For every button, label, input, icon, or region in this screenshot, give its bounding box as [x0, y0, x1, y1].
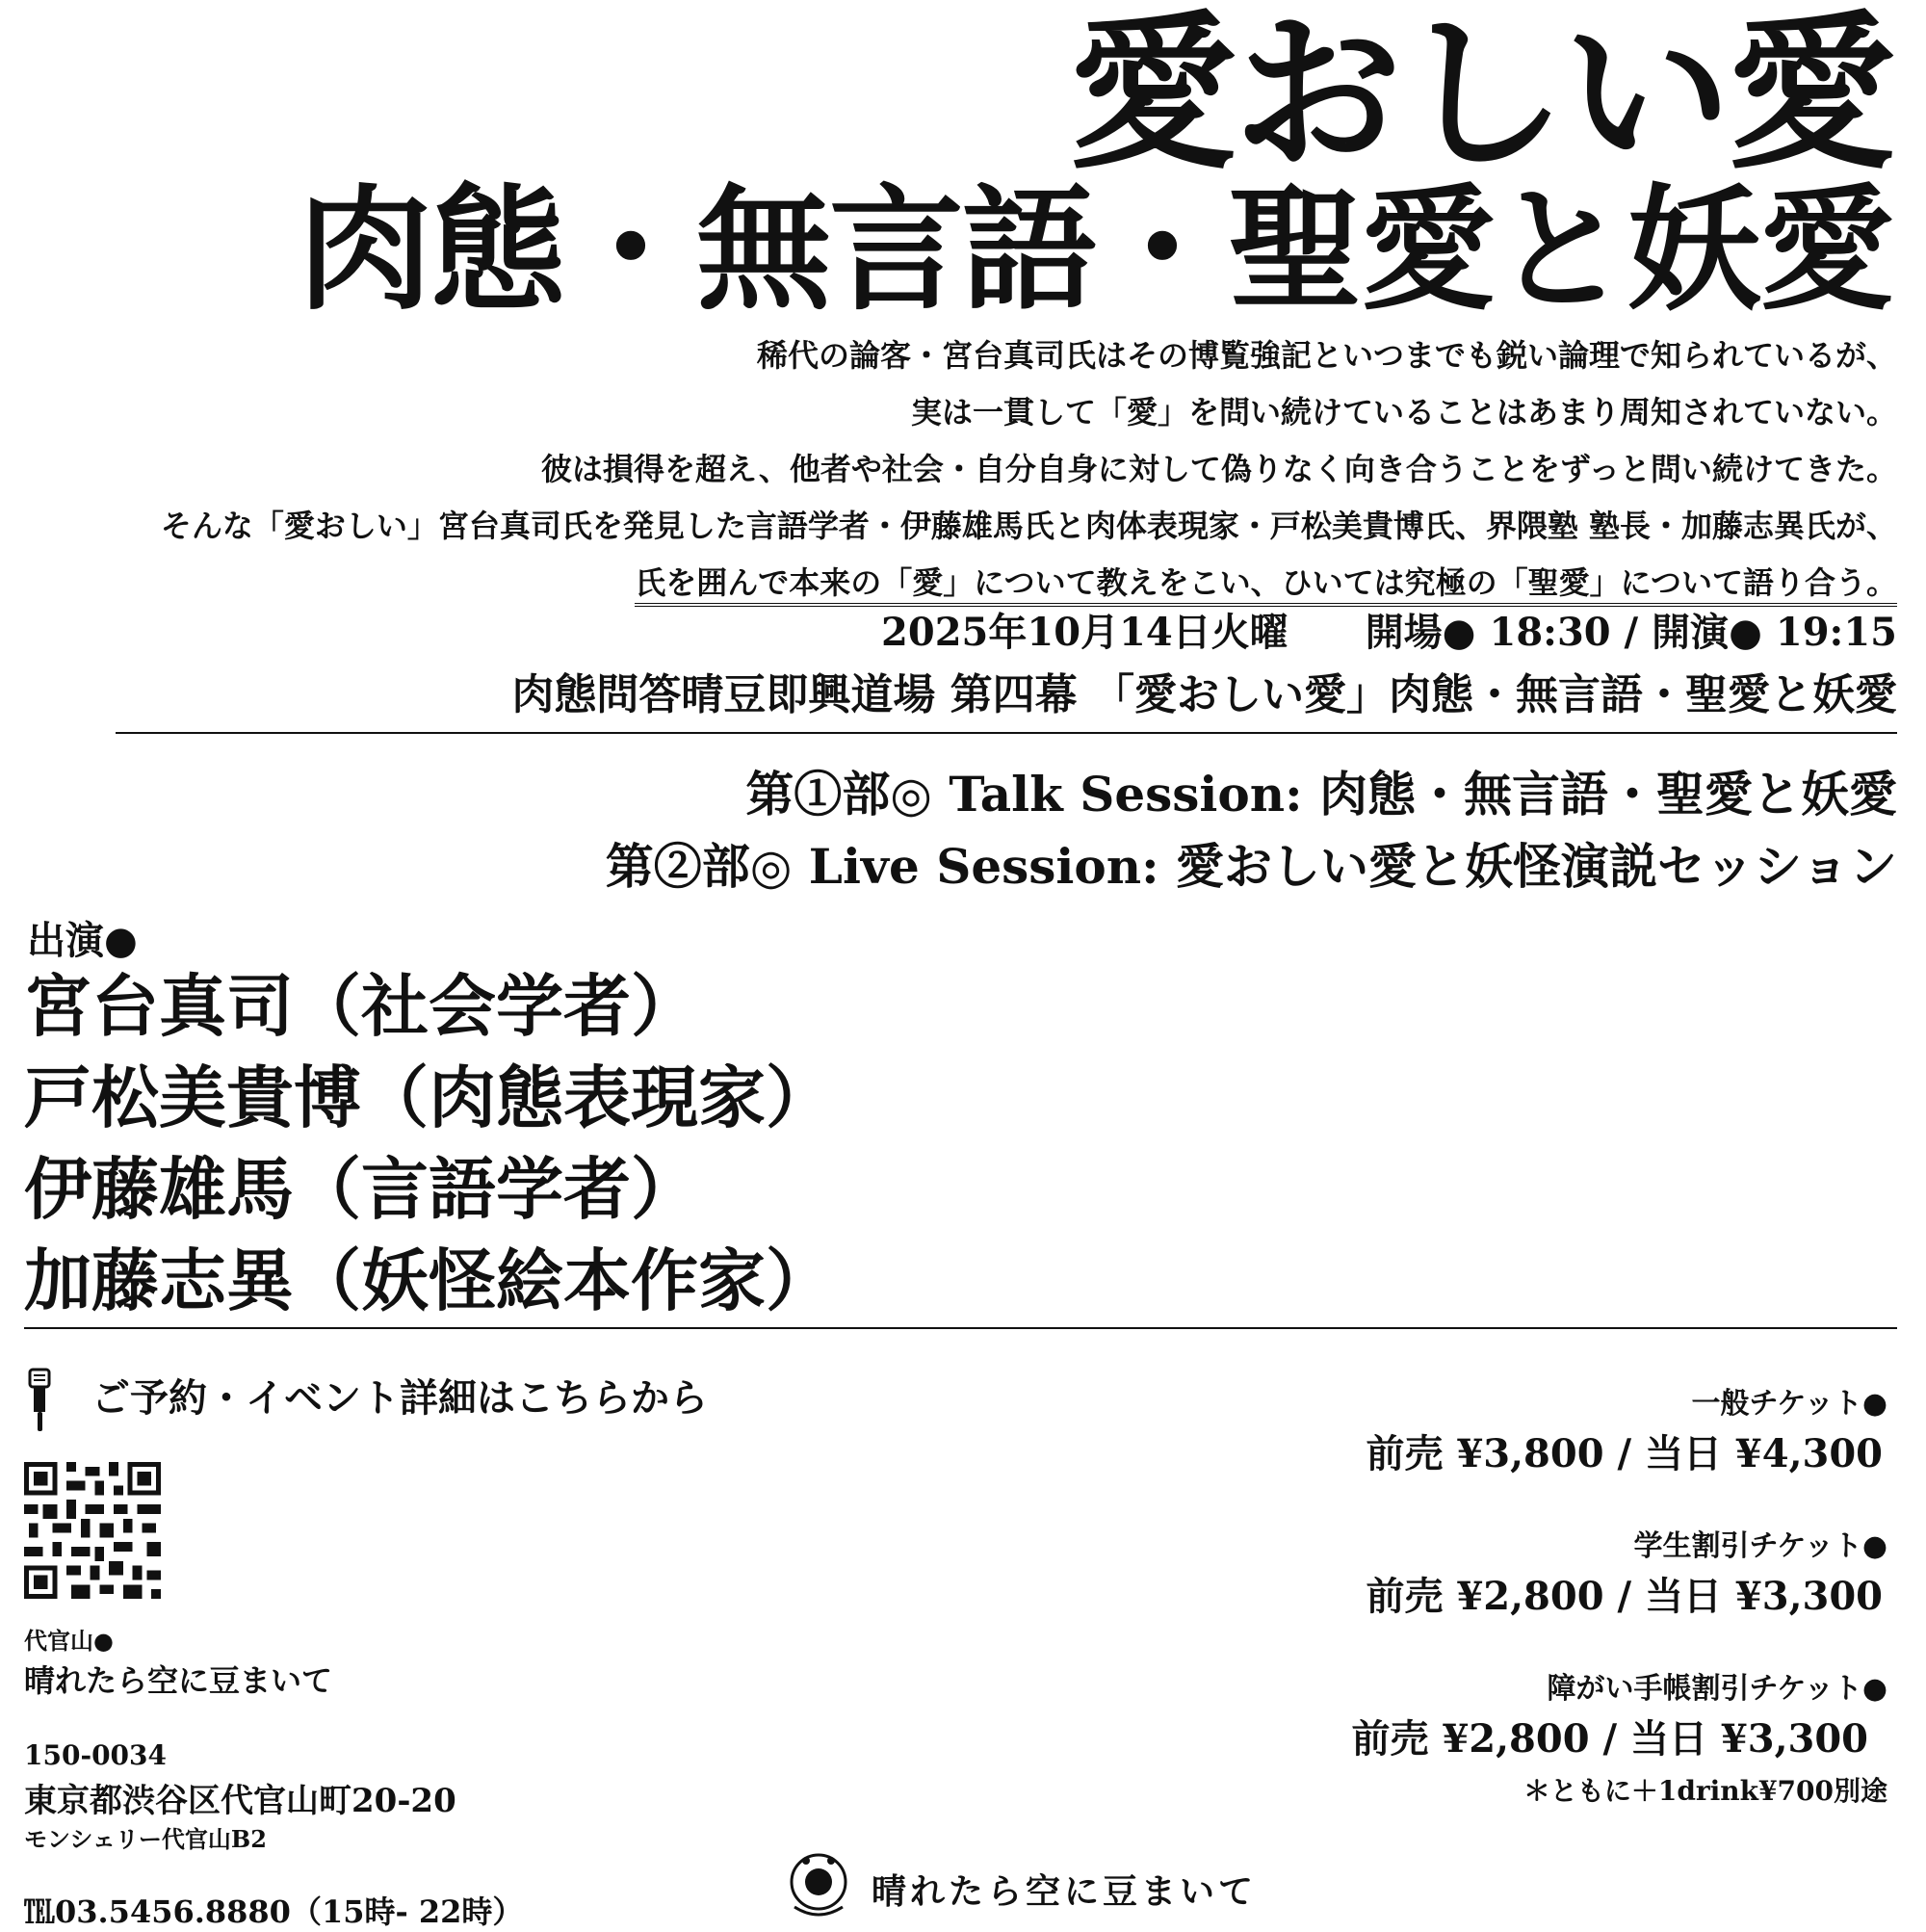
ticket-price: 前売 ¥2,800 / 当日 ¥3,300 [1351, 1716, 1868, 1762]
ticket-note: ＊ともに＋1drink¥700別途 [1523, 1775, 1887, 1807]
cast-member: 加藤志異（妖怪絵本作家） [24, 1240, 833, 1320]
intro-line: 彼は損得を超え、他者や社会・自分自身に対して偽りなく向き合うことをずっと問い続けてきた。 [540, 451, 1897, 487]
reservation-link[interactable]: ご予約・イベント詳細はこちらから [91, 1375, 708, 1421]
sub-title: 肉態・無言語・聖愛と妖愛 [297, 171, 1892, 329]
intro-line: そんな「愛おしい」宮台真司氏を発見した言語学者・伊藤雄馬氏と肉体表現家・戸松美貴博氏、界隈塾 塾長・加藤志異氏が、 [160, 508, 1897, 544]
venue-logo-icon [775, 1849, 862, 1922]
cast-member: 伊藤雄馬（言語学者） [24, 1149, 698, 1229]
venue-tel: ℡03.5456.8880（15時- 22時） [24, 1893, 524, 1930]
venue-area: 代官山● [24, 1627, 114, 1655]
intro-line-text: 氏を囲んで本来の「愛」について教えをこい、ひいては究極の「聖愛」について語り合う。 [635, 564, 1897, 607]
venue-building: モンシェリー代官山B2 [24, 1825, 267, 1853]
divider [24, 1327, 1897, 1329]
event-name: 肉態問答晴豆即興道場 第四幕 「愛おしい愛」肉態・無言語・聖愛と妖愛 [511, 670, 1897, 719]
session-2: 第②部◎ Live Session: 愛おしい愛と妖怪演説セッション [605, 838, 1897, 895]
ticket-label: 一般チケット● [1691, 1387, 1887, 1421]
cast-label: 出演● [27, 918, 138, 963]
venue-address: 東京都渋谷区代官山町20-20 [24, 1782, 456, 1820]
event-date: 2025年10月14日火曜 [881, 610, 1288, 655]
divider [116, 732, 1897, 734]
intro-text [10, 327, 1897, 612]
ticket-label: 障がい手帳割引チケット● [1547, 1672, 1887, 1706]
ticket-price: 前売 ¥2,800 / 当日 ¥3,300 [1366, 1574, 1883, 1619]
intro-line: 稀代の論客・宮台真司氏はその博覧強記といつまでも鋭い論理で知られているが、 [756, 337, 1897, 374]
cast-member: 戸松美貴博（肉態表現家） [24, 1057, 833, 1137]
venue-logo [775, 1849, 1258, 1922]
session-1: 第①部◎ Talk Session: 肉態・無言語・聖愛と妖愛 [745, 766, 1897, 822]
venue-name: 晴れたら空に豆まいて [24, 1662, 333, 1699]
ticket-label: 学生割引チケット● [1633, 1529, 1887, 1563]
venue-postal: 150-0034 [24, 1739, 167, 1771]
cast-member: 宮台真司（社会学者） [24, 966, 698, 1046]
ticket-price: 前売 ¥3,800 / 当日 ¥4,300 [1366, 1431, 1883, 1476]
pointing-hand-icon [24, 1368, 55, 1433]
main-title: 愛おしい愛 [1069, 0, 1892, 193]
event-date-times [881, 602, 1897, 657]
venue-logo-text: 晴れたら空に豆まいて [872, 1871, 1258, 1912]
intro-line: 実は一貫して「愛」を問い続けていることはあまり周知されていない。 [910, 394, 1897, 431]
event-times: 開場● 18:30 / 開演● 19:15 [1365, 610, 1897, 655]
qr-code[interactable] [24, 1462, 161, 1599]
